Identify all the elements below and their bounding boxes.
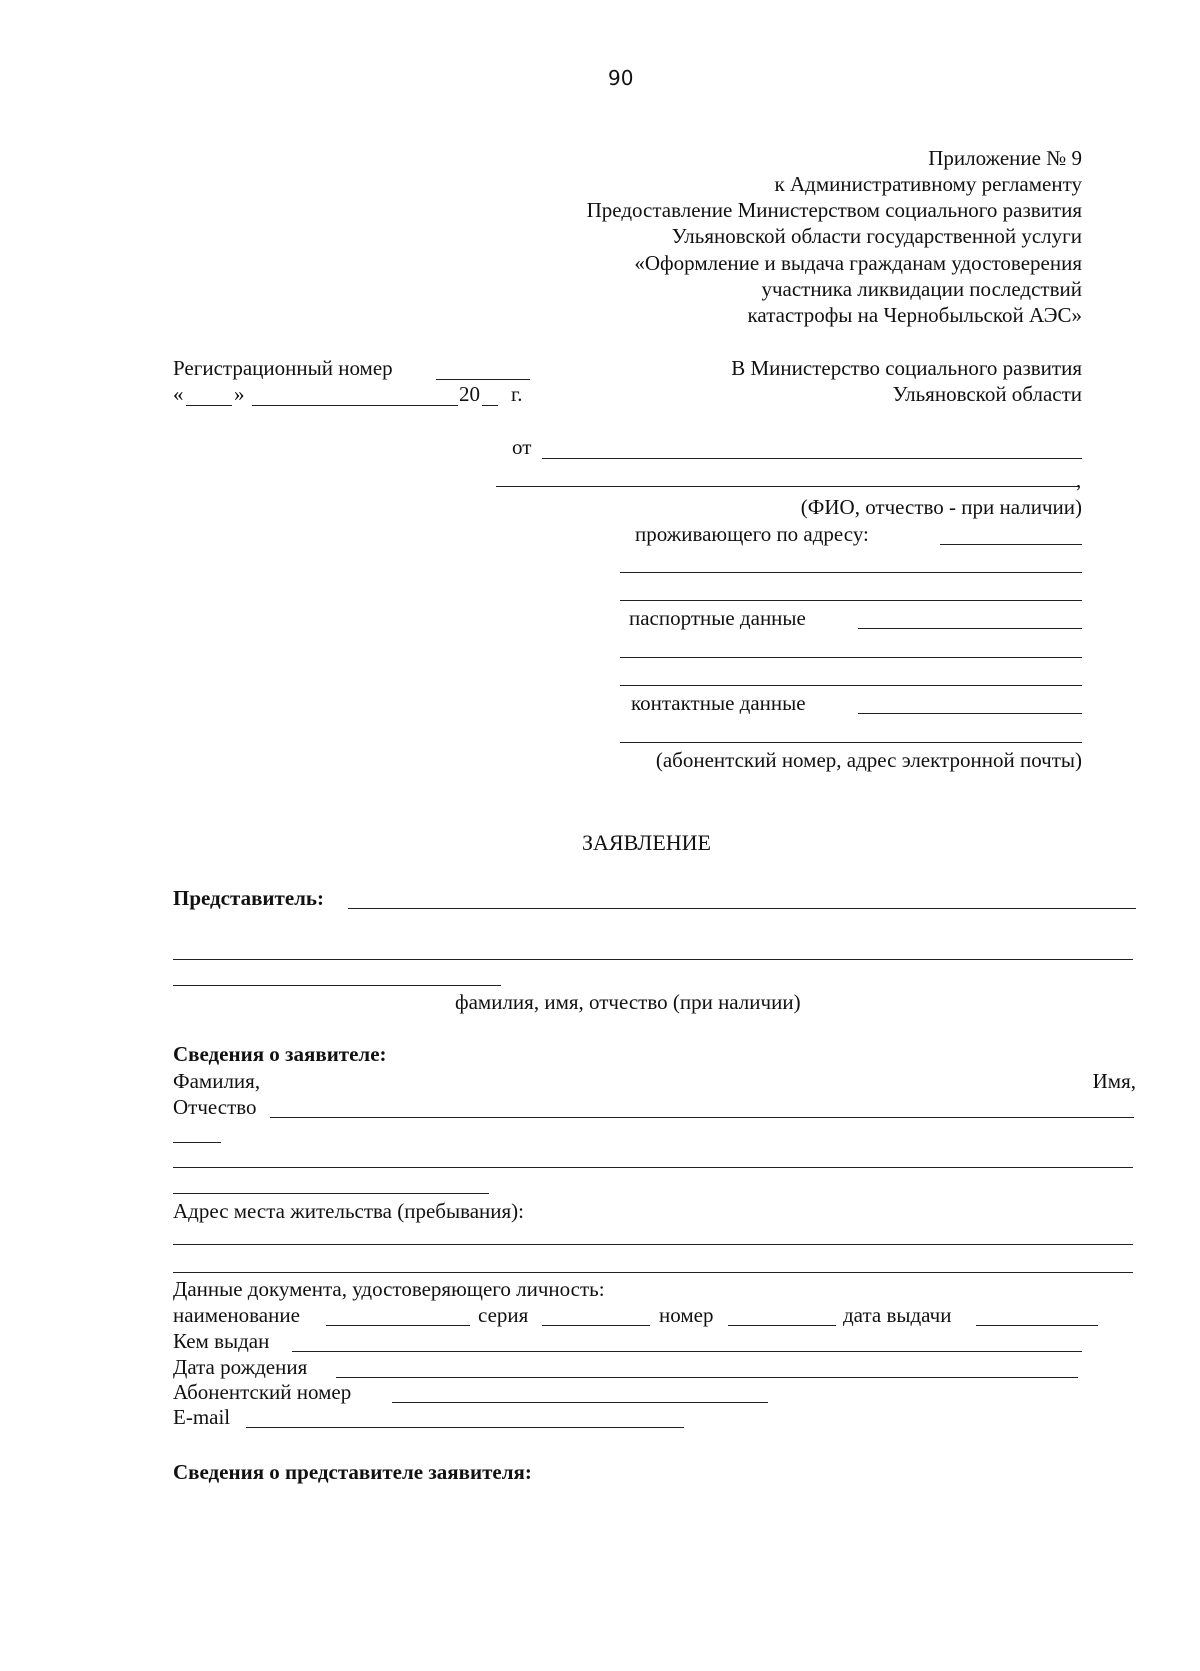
passport-label: паспортные данные (629, 606, 806, 630)
email-field[interactable] (246, 1427, 684, 1428)
surname-label: Фамилия, (173, 1069, 261, 1093)
date-day-field[interactable] (186, 405, 232, 406)
registration-number-field[interactable] (436, 379, 530, 380)
date-open-quote: « (173, 382, 184, 406)
address-label: проживающего по адресу: (635, 522, 869, 546)
birth-date-label: Дата рождения (173, 1355, 308, 1379)
series-field[interactable] (542, 1325, 650, 1326)
passport-field[interactable] (858, 628, 1082, 629)
residence-address-label: Адрес места жительства (пребывания): (173, 1199, 525, 1223)
document-title: ЗАЯВЛЕНИЕ (582, 830, 711, 855)
page-number: 90 (608, 66, 634, 90)
patronymic-label: Отчество (173, 1095, 257, 1119)
id-document-label: Данные документа, удостоверяющего личность: (173, 1277, 605, 1301)
appendix-line-6: участника ликвидации последствий (761, 277, 1082, 301)
representative-info-heading: Сведения о представителе заявителя: (173, 1460, 532, 1484)
addressee-line-1: В Министерство социального развития (731, 356, 1082, 380)
contacts-label: контактные данные (631, 691, 806, 715)
address-field[interactable] (940, 544, 1082, 545)
appendix-line-7: катастрофы на Чернобыльской АЭС» (747, 303, 1082, 327)
patronymic-field[interactable] (270, 1117, 1134, 1118)
residence-address-field[interactable] (173, 1244, 1133, 1245)
from-name-field-2[interactable] (496, 486, 1078, 487)
date-year-suffix: г. (511, 382, 523, 406)
contacts-field-2[interactable] (620, 742, 1082, 743)
birth-date-field[interactable] (336, 1377, 1078, 1378)
addressee-line-2: Ульяновской области (892, 382, 1082, 406)
date-year-prefix: 20 (459, 382, 480, 406)
email-label: E-mail (173, 1405, 231, 1429)
appendix-line-5: «Оформление и выдача гражданам удостоверения (634, 251, 1082, 275)
name-label: Имя, (1092, 1069, 1136, 1093)
representative-caption: фамилия, имя, отчество (при наличии) (455, 990, 801, 1014)
representative-label: Представитель: (173, 886, 325, 910)
doc-name-label: наименование (173, 1303, 300, 1327)
contacts-field[interactable] (858, 713, 1082, 714)
representative-field-3[interactable] (173, 985, 501, 986)
series-label: серия (478, 1303, 529, 1327)
applicant-heading: Сведения о заявителе: (173, 1042, 387, 1066)
issued-by-field[interactable] (292, 1351, 1082, 1352)
applicant-name-field-2[interactable] (173, 1142, 221, 1143)
contacts-caption: (абонентский номер, адрес электронной почты) (655, 748, 1082, 772)
date-month-field[interactable] (252, 405, 458, 406)
doc-number-field[interactable] (728, 1325, 836, 1326)
fio-caption: (ФИО, отчество - при наличии) (800, 495, 1082, 519)
applicant-name-field-3[interactable] (173, 1167, 1133, 1168)
address-field-2[interactable] (620, 572, 1082, 573)
appendix-line-2: к Административному регламенту (774, 172, 1082, 196)
address-field-3[interactable] (620, 600, 1082, 601)
appendix-line-1: Приложение № 9 (928, 146, 1082, 170)
representative-field[interactable] (348, 908, 1136, 909)
passport-field-2[interactable] (620, 657, 1082, 658)
residence-address-field-2[interactable] (173, 1272, 1133, 1273)
trailing-comma: , (1076, 468, 1082, 492)
appendix-line-4: Ульяновской области государственной услуги (671, 224, 1082, 248)
from-name-field[interactable] (542, 458, 1082, 459)
doc-number-label: номер (659, 1303, 714, 1327)
issued-by-label: Кем выдан (173, 1329, 270, 1353)
phone-label: Абонентский номер (173, 1380, 352, 1404)
representative-field-2[interactable] (173, 959, 1133, 960)
phone-field[interactable] (392, 1402, 768, 1403)
doc-name-field[interactable] (326, 1325, 470, 1326)
issue-date-label: дата выдачи (843, 1303, 952, 1327)
registration-number-label: Регистрационный номер (173, 356, 393, 380)
issue-date-field[interactable] (976, 1325, 1098, 1326)
date-year-field[interactable] (482, 405, 498, 406)
applicant-name-field-4[interactable] (173, 1193, 489, 1194)
date-close-quote: » (234, 382, 245, 406)
appendix-line-3: Предоставление Министерством социального развития (586, 198, 1082, 222)
from-label: от (512, 435, 532, 459)
passport-field-3[interactable] (620, 685, 1082, 686)
